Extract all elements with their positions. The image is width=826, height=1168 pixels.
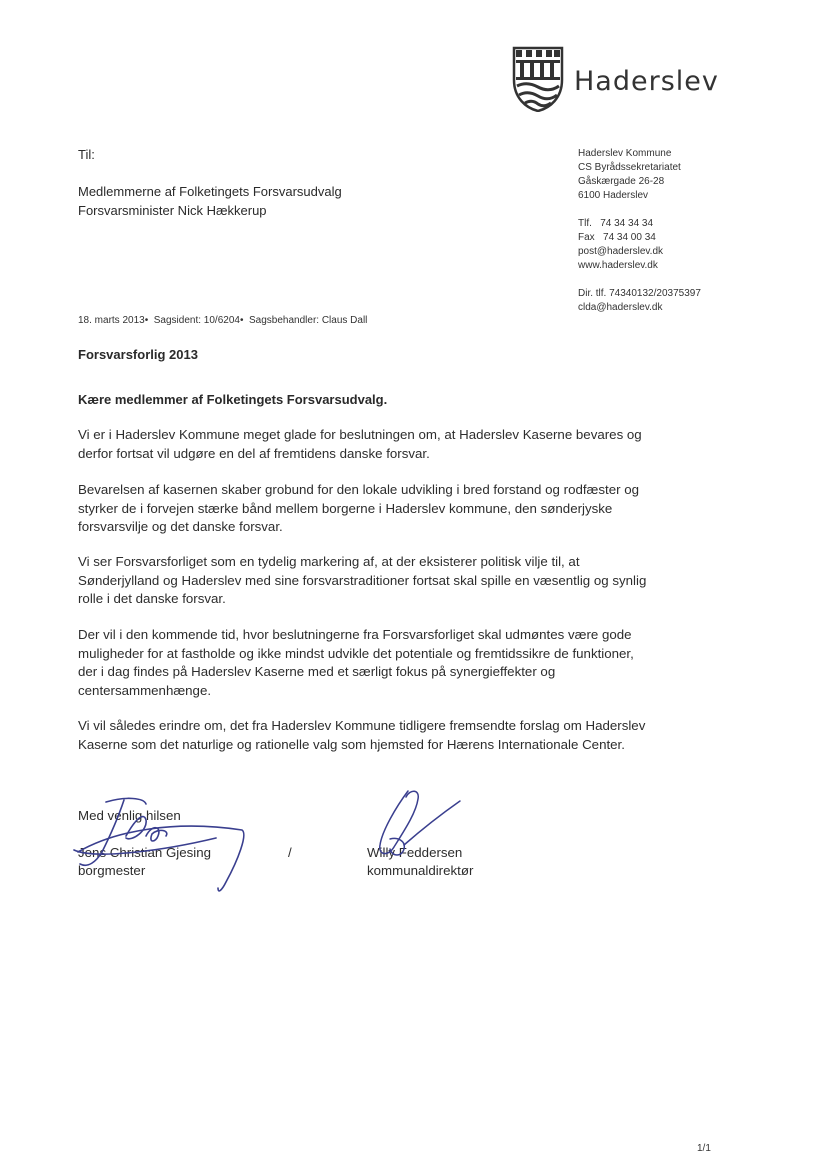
body-paragraph xyxy=(78,553,728,609)
sender-address-line: Gåskærgade 26-28 xyxy=(578,176,665,187)
case-meta-line: 18. marts 2013• Sagsident: 10/6204• Sagsbehandler: Claus Dall xyxy=(78,315,368,326)
recipient-line: Medlemmerne af Folketingets Forsvarsudvalg xyxy=(78,184,342,199)
paragraph-line: centersammenhænge. xyxy=(78,682,212,698)
paragraph-line: Der vil i den kommende tid, hvor beslutningerne fra Forsvarsforliget skal udmøntes være gode xyxy=(78,627,632,642)
recipient-line: Forsvarsminister Nick Hækkerup xyxy=(78,203,267,218)
letter-salutation: Kære medlemmer af Folketingets Forsvarsudvalg. xyxy=(78,392,388,407)
sender-direct xyxy=(578,287,701,315)
signatory-name-director: Willy Feddersen xyxy=(367,845,463,860)
sender-phone: Tlf. 74 34 34 34 xyxy=(578,218,654,229)
paragraph-line: muligheder for at fastholde og ikke mindst udvikle det potentiale og fremtidssikre de funktioner, xyxy=(78,645,634,661)
sender-contact xyxy=(578,217,663,273)
body-paragraph xyxy=(78,426,728,463)
paragraph-line: derfor fortsat vil udgøre en del af fremtidens danske forsvar. xyxy=(78,445,430,461)
closing-phrase: Med venlig hilsen xyxy=(78,808,181,823)
paragraph-line: styrker de i forvejen stærke bånd mellem borgerne i Haderslev kommune, den sønderjyske xyxy=(78,500,613,516)
haderslev-logo xyxy=(512,46,752,112)
body-paragraph xyxy=(78,717,728,754)
paragraph-line: der i dag findes på Haderslev Kaserne med et særligt fokus på synergieffekter og xyxy=(78,664,556,679)
paragraph-line: Kaserne som det naturlige og rationelle valg som hjemsted for Hærens Internationale Center. xyxy=(78,736,625,752)
paragraph-line: forsvarsvilje og det danske forsvar. xyxy=(78,519,283,534)
director-signature xyxy=(360,783,480,873)
body-paragraph xyxy=(78,481,728,537)
sender-fax: Fax 74 34 00 34 xyxy=(578,232,656,243)
to-label: Til: xyxy=(78,147,95,162)
paragraph-line: Vi ser Forsvarsforliget som en tydelig markering af, at der eksisterer politisk vilje til, at xyxy=(78,554,580,569)
signatory-separator: / xyxy=(288,845,292,860)
paragraph-line: rolle i det danske forsvar. xyxy=(78,591,226,606)
logo-wordmark: Haderslev xyxy=(574,66,719,97)
coat-of-arms-icon xyxy=(512,46,564,112)
letter-subject: Forsvarsforlig 2013 xyxy=(78,347,198,362)
mayor-signature xyxy=(66,790,256,900)
sender-address-line: 6100 Haderslev xyxy=(578,190,649,201)
sender-direct-email: clda@haderslev.dk xyxy=(578,302,663,313)
page-number: 1/1 xyxy=(697,1143,711,1154)
sender-direct-phone: Dir. tlf. 74340132/20375397 xyxy=(578,288,701,299)
body-paragraph xyxy=(78,626,728,700)
sender-email: post@haderslev.dk xyxy=(578,246,664,257)
paragraph-line: Sønderjylland og Haderslev med sine forsvarstraditioner fortsat skal spille en væsentlig og synlig xyxy=(78,572,647,588)
sender-address xyxy=(578,147,681,203)
paragraph-line: Bevarelsen af kasernen skaber grobund for den lokale udvikling i bred forstand og rodfæster og xyxy=(78,482,640,497)
paragraph-line: Vi vil således erindre om, det fra Haderslev Kommune tidligere fremsendte forslag om Haderslev xyxy=(78,718,646,733)
signatory-title-mayor: borgmester xyxy=(78,863,146,878)
signatory-name-mayor: Jens Christian Gjesing xyxy=(78,845,212,860)
sender-address-line: CS Byrådssekretariatet xyxy=(578,162,681,173)
sender-website: www.haderslev.dk xyxy=(578,260,658,271)
paragraph-line: Vi er i Haderslev Kommune meget glade for beslutningen om, at Haderslev Kaserne bevares og xyxy=(78,427,642,442)
sender-address-line: Haderslev Kommune xyxy=(578,148,672,159)
signatory-title-director: kommunaldirektør xyxy=(367,863,474,878)
